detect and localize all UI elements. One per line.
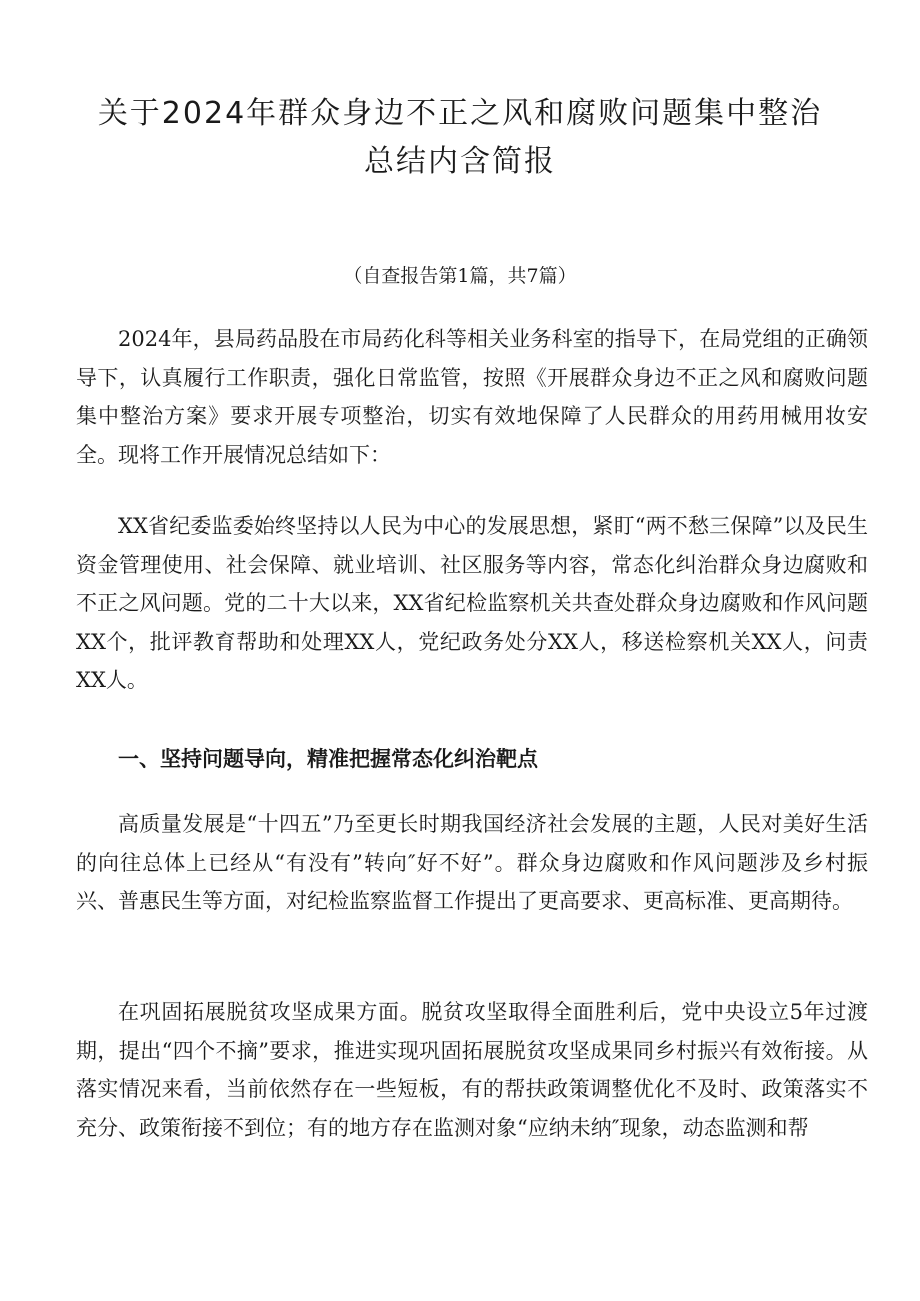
document-title-line-2: 总结内含简报 (364, 144, 556, 179)
section-heading: 一、坚持问题导向，精准把握常态化纠治靶点 (118, 747, 538, 771)
document-subtitle: （自查报告第1篇，共7篇） (343, 265, 577, 287)
body-paragraph-2: XX省纪委监委始终坚持以人民为中心的发展思想，紧盯“两不愁三保障”以及民生资金管理使用、社会保障、就业培训、社区服务等内容，常态化纠治群众身边腐败和不正之风问题。党的二十大以来，XX省纪检监察机关共查处群众身边腐败和作风问题XX个，批评教育帮助和处理XX人，党纪政务处分XX人，移送检察机关XX人，问责XX人。 (76, 514, 868, 692)
section-paragraph-1: 高质量发展是“十四五”乃至更长时期我国经济社会发展的主题，人民对美好生活的向往总体上已经从“有没有”转向″好不好”。群众身边腐败和作风问题涉及乡村振兴、普惠民生等方面，对纪检监察监督工作提出了更高要求、更高标准、更高期待。 (76, 812, 868, 913)
body-paragraph-1: 2024年，县局药品股在市局药化科等相关业务科室的指导下，在局党组的正确领导下，认真履行工作职责，强化日常监管，按照《开展群众身边不正之风和腐败问题集中整治方案》要求开展专项整治，切实有效地保障了人民群众的用药用械用妆安全。现将工作开展情况总结如下： (76, 327, 868, 467)
section-paragraph-2: 在巩固拓展脱贫攻坚成果方面。脱贫攻坚取得全面胜利后，党中央设立5年过渡期，提出“四个不摘”要求，推进实现巩固拓展脱贫攻坚成果同乡村振兴有效衔接。从落实情况来看，当前依然存在一些短板，有的帮扶政策调整优化不及时、政策落实不充分、政策衔接不到位；有的地方存在监测对象“应纳未纳″现象，动态监测和帮 (76, 1000, 868, 1140)
document-title-line-1: 关于2024年群众身边不正之风和腐败问题集中整治 (97, 96, 823, 131)
